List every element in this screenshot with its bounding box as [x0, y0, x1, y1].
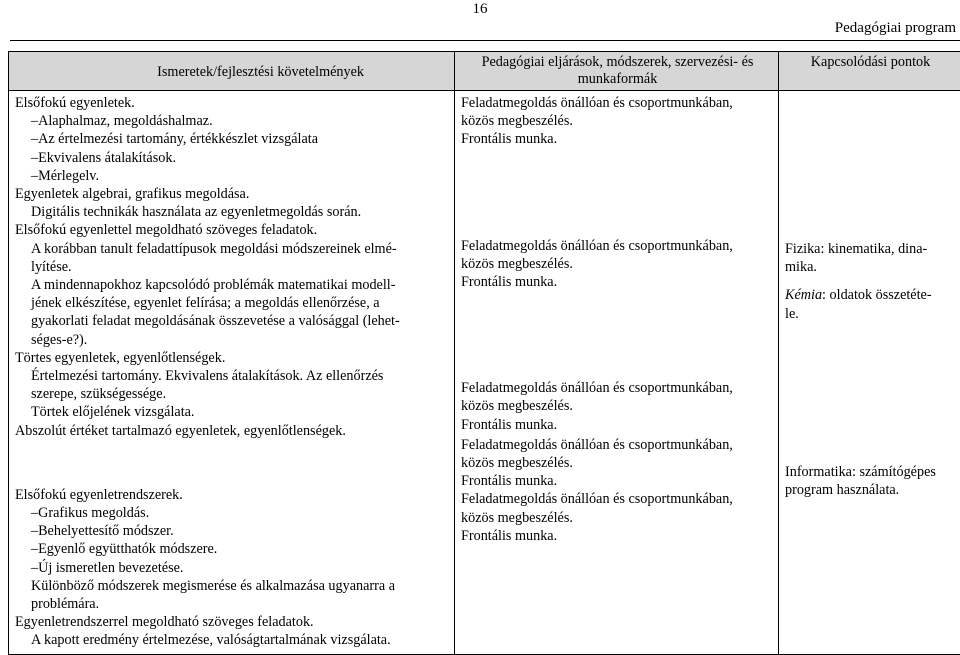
- table-header-row: [9, 52, 960, 91]
- topic-line: szerepe, szükségessége.: [15, 385, 450, 403]
- list-item: –Alaphalmaz, megoldáshalmaz.: [15, 112, 450, 130]
- topic-line: gyakorlati feladat megoldásának összevetése a valósággal (lehet-: [15, 312, 450, 330]
- header-rule: [10, 40, 960, 41]
- list-item: –Mérlegelv.: [15, 167, 450, 185]
- topic-heading: Törtes egyenletek, egyenlőtlenségek.: [15, 349, 450, 367]
- topic-line: Egyenletek algebrai, grafikus megoldása.: [15, 185, 450, 203]
- chemistry-link-cont: le.: [785, 305, 956, 323]
- topic-line: A korábban tanult feladattípusok megoldási módszereinek elmé-: [15, 240, 450, 258]
- table-body-row: [9, 91, 960, 655]
- topic-line: Digitális technikák használata az egyenletmegoldás során.: [15, 203, 450, 221]
- method-block: Feladatmegoldás önállóan és csoportmunkában, közös megbeszélés. Frontális munka.: [461, 490, 774, 545]
- topic-heading: Elsőfokú egyenletek.: [15, 94, 450, 112]
- topic-line: lyítése.: [15, 258, 450, 276]
- topic-heading: Abszolút értéket tartalmazó egyenletek, egyenlőtlenségek.: [15, 422, 450, 440]
- informatics-link-cont: program használata.: [785, 481, 956, 499]
- list-item: –Grafikus megoldás.: [15, 504, 450, 522]
- topic-line: A kapott eredmény értelmezése, valóságtartalmának vizsgálata.: [15, 631, 450, 649]
- document-title: Pedagógiai program: [835, 20, 956, 37]
- header-requirements: Ismeretek/fejlesztési követelmények: [9, 52, 455, 91]
- method-block: Feladatmegoldás önállóan és csoportmunkában, közös megbeszélés. Frontális munka.: [461, 379, 774, 434]
- topic-line: jének elkészítése, egyenlet felírása; a megoldás ellenőrzése, a: [15, 294, 450, 312]
- chemistry-link: Kémia: oldatok összetéte-: [785, 286, 956, 304]
- topic-line: A mindennapokhoz kapcsolódó problémák matematikai modell-: [15, 276, 450, 294]
- requirements-cell: [9, 91, 455, 655]
- header-connections: Kapcsolódási pontok: [779, 52, 960, 91]
- topic-line: séges-e?).: [15, 331, 450, 349]
- list-item: –Behelyettesítő módszer.: [15, 522, 450, 540]
- method-block: Feladatmegoldás önállóan és csoportmunkában, közös megbeszélés. Frontális munka.: [461, 237, 774, 292]
- topic-line: Különböző módszerek megismerése és alkalmazása ugyanarra a: [15, 577, 450, 595]
- list-item: –Új ismeretlen bevezetése.: [15, 559, 450, 577]
- connections-cell: [779, 91, 960, 655]
- header-methods: Pedagógiai eljárások, módszerek, szervezési- és munkaformák: [455, 52, 779, 91]
- page-number: 16: [0, 1, 960, 18]
- methods-cell: [455, 91, 779, 655]
- informatics-link: Informatika: számítógépes: [785, 463, 956, 481]
- list-item: –Ekvivalens átalakítások.: [15, 149, 450, 167]
- topic-heading: Elsőfokú egyenlettel megoldható szöveges feladatok.: [15, 221, 450, 239]
- list-item: –Az értelmezési tartomány, értékkészlet vizsgálata: [15, 130, 450, 148]
- method-block: Feladatmegoldás önállóan és csoportmunkában, közös megbeszélés. Frontális munka.: [461, 436, 774, 491]
- list-item: –Egyenlő együtthatók módszere.: [15, 540, 450, 558]
- curriculum-table: [8, 51, 960, 655]
- physics-link: Fizika: kinematika, dina-: [785, 240, 956, 258]
- topic-heading: Elsőfokú egyenletrendszerek.: [15, 486, 450, 504]
- topic-heading: Egyenletrendszerrel megoldható szöveges feladatok.: [15, 613, 450, 631]
- method-block: Feladatmegoldás önállóan és csoportmunkában, közös megbeszélés. Frontális munka.: [461, 94, 774, 149]
- topic-line: Értelmezési tartomány. Ekvivalens átalakítások. Az ellenőrzés: [15, 367, 450, 385]
- topic-line: problémára.: [15, 595, 450, 613]
- topic-line: Törtek előjelének vizsgálata.: [15, 403, 450, 421]
- physics-link-cont: mika.: [785, 258, 956, 276]
